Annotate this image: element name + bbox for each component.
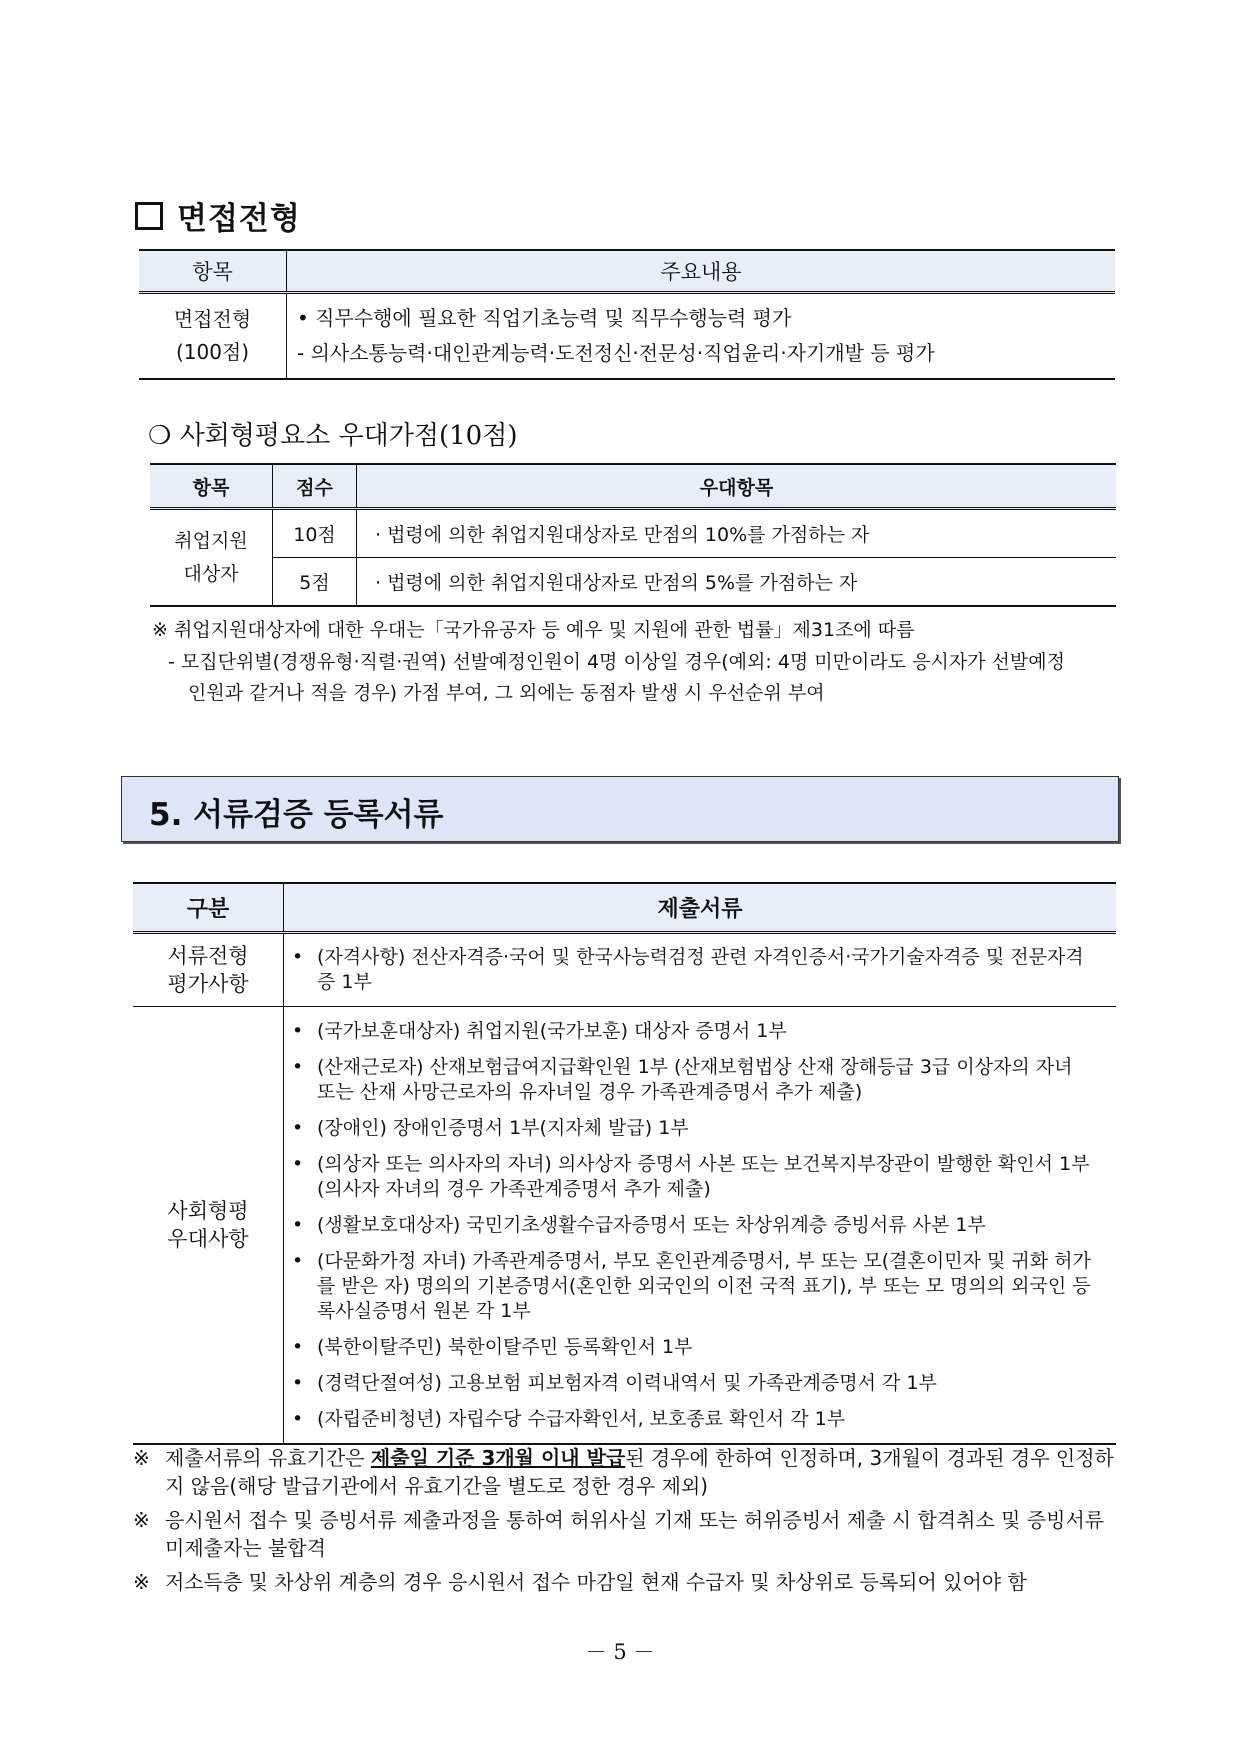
checkbox-square-icon — [135, 202, 163, 230]
interview-row-content — [287, 293, 1116, 380]
docs-row2-label: 사회형평 우대사항 — [133, 1007, 284, 1445]
bonus-note-1: ※ 취업지원대상자에 대한 우대는「국가유공자 등 예우 및 지원에 관한 법률」제31조에 따름 — [152, 619, 915, 641]
bonus-table — [150, 463, 1116, 607]
interview-table — [139, 249, 1115, 380]
list-item: • (다문화가정 자녀) 가족관계증명서, 부모 혼인관계증명서, 부 또는 모(결혼이민자 및 귀화 허가를 받은 자) 명의의 기본증명서(혼인한 외국인의 이전 국적 표기), 부 또는 모 명의의 외국인 등록사실증명서 원본 각 1부 — [292, 1250, 1091, 1322]
list-item: • (북한이탈주민) 북한이탈주민 등록확인서 1부 — [292, 1336, 693, 1358]
section5-title: 5. 서류검증 등록서류 — [149, 797, 444, 833]
docs-row1-content — [284, 933, 1117, 1007]
interview-heading — [135, 193, 301, 238]
list-item: • (자립준비청년) 자립수당 수급자확인서, 보호종료 확인서 각 1부 — [292, 1408, 846, 1430]
list-item: • (산재근로자) 산재보험급여지급확인원 1부 (산재보험법상 산재 장해등급 3급 이상자의 자녀 또는 산재 사망근로자의 유자녀일 경우 가족관계증명서 추가 제출) — [292, 1056, 1073, 1103]
list-item: • (경력단절여성) 고용보험 피보험자격 이력내역서 및 가족관계증명서 각 1부 — [292, 1372, 937, 1394]
documents-table — [133, 882, 1116, 1445]
list-item: • (자격사항) 전산자격증·국어 및 한국사능력검정 관련 자격인증서·국가기술자격증 및 전문자격증 1부 — [292, 946, 1084, 993]
docs-col-type: 구분 — [133, 883, 284, 933]
bonus-group-label: 취업지원 대상자 — [150, 509, 273, 607]
bonus-score-2: 5점 — [273, 558, 357, 607]
bonus-col-target: 우대항목 — [357, 464, 1117, 509]
list-item: • (장애인) 장애인증명서 1부(지자체 발급) 1부 — [292, 1117, 689, 1139]
list-item: • (의상자 또는 의사자의 자녀) 의사상자 증명서 사본 또는 보건복지부장관이 발행한 확인서 1부(의사자 자녀의 경우 가족관계증명서 추가 제출) — [292, 1153, 1090, 1200]
docs-col-docs: 제출서류 — [284, 883, 1117, 933]
col-content-header: 주요내용 — [287, 250, 1116, 293]
bonus-col-item: 항목 — [150, 464, 273, 509]
interview-line1: • 직무수행에 필요한 직업기초능력 및 직무수행능력 평가 — [297, 306, 792, 330]
docs-note-3: ※ 저소득층 및 차상위 계층의 경우 응시원서 접수 마감일 현재 수급자 및 차상위로 등록되어 있어야 함 — [133, 1570, 1027, 1594]
page-number: － 5 － — [585, 1640, 655, 1664]
bonus-col-score: 점수 — [273, 464, 357, 509]
list-item: • (국가보훈대상자) 취업지원(국가보훈) 대상자 증명서 1부 — [292, 1020, 787, 1042]
bonus-text-2: · 법령에 의한 취업지원대상자로 만점의 5%를 가점하는 자 — [375, 572, 858, 594]
bonus-text-1: · 법령에 의한 취업지원대상자로 만점의 10%를 가점하는 자 — [357, 509, 1117, 558]
interview-heading-text: 면접전형 — [177, 201, 301, 237]
list-item: • (생활보호대상자) 국민기초생활수급자증명서 또는 차상위계층 증빙서류 사본 1부 — [292, 1214, 986, 1236]
docs-note-2: ※ 응시원서 접수 및 증빙서류 제출과정을 통하여 허위사실 기재 또는 허위증빙서 제출 시 합격취소 및 증빙서류 미제출자는 불합격 — [133, 1508, 1105, 1560]
docs-notes — [133, 1444, 1116, 1596]
bonus-score-1: 10점 — [273, 509, 357, 558]
section5-title-box — [121, 776, 1119, 842]
col-item-header: 항목 — [139, 250, 287, 293]
docs-note-1: ※ 제출서류의 유효기간은 제출일 기준 3개월 이내 발급된 경우에 한하여 인정하며, 3개월이 경과된 경우 인정하지 않음(해당 발급기관에서 유효기간을 별도로 정한 경우 제외) — [133, 1446, 1114, 1498]
interview-row-title: 면접전형 (100점) — [139, 293, 287, 380]
docs-row1-label: 서류전형 평가사항 — [133, 933, 284, 1007]
bonus-heading: ❍ 사회형평요소 우대가점(10점) — [148, 421, 518, 451]
docs-row2-content — [284, 1007, 1117, 1445]
interview-line2: - 의사소통능력·대인관계능력·도전정신·전문성·직업윤리·자기개발 등 평가 — [297, 341, 935, 365]
bonus-note-2: - 모집단위별(경쟁유형·직렬·권역) 선발예정인원이 4명 이상일 경우(예외: 4명 미만이라도 응시자가 선발예정 인원과 같거나 적을 경우) 가점 부여, 그 외에는 동점자 발생 시 우선순위 부여 — [168, 651, 1065, 704]
